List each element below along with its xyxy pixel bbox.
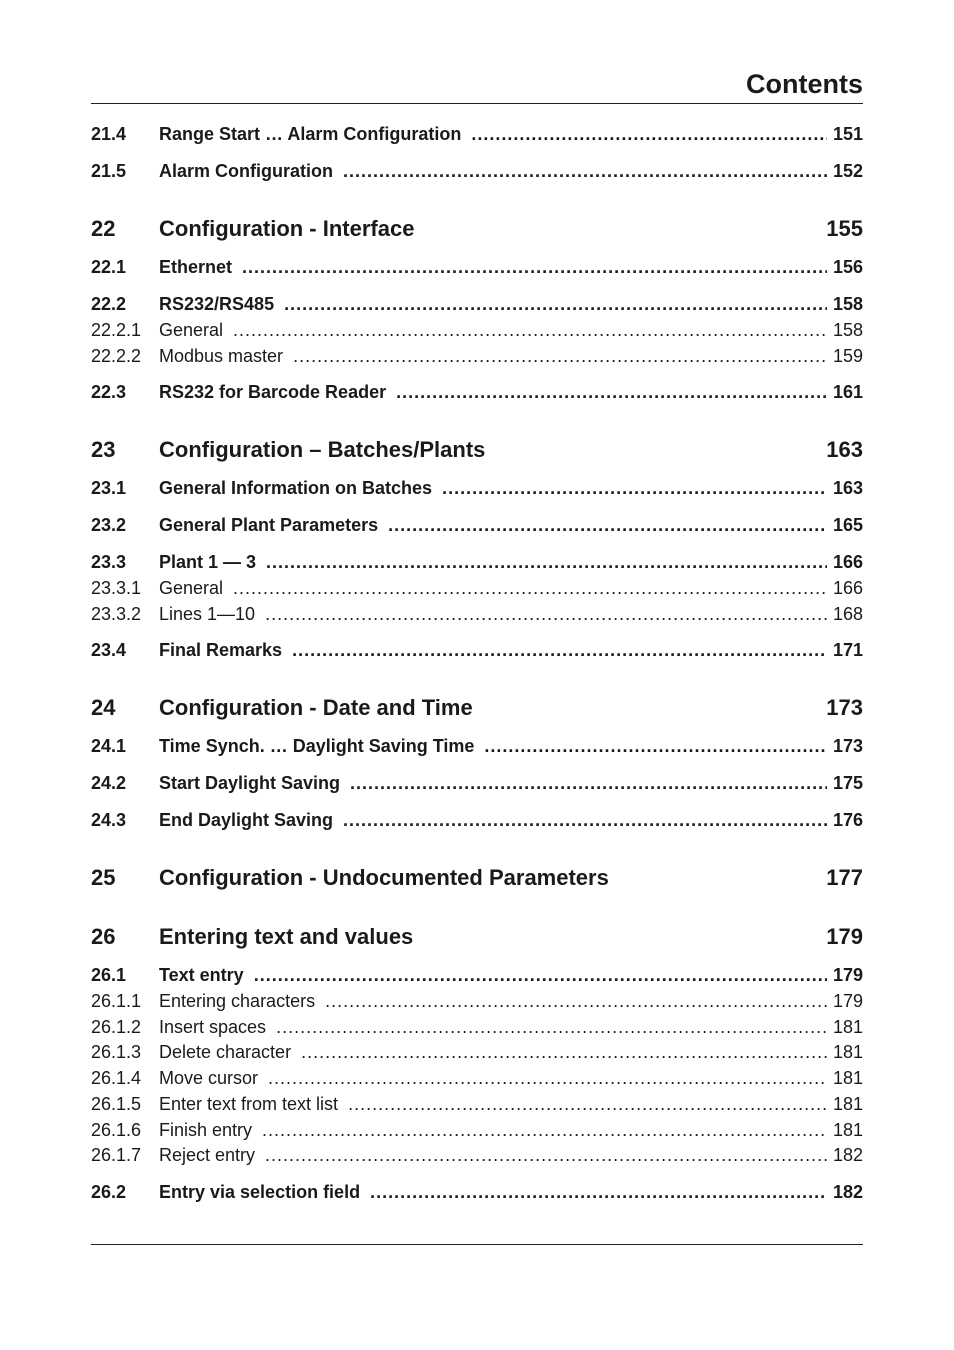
toc-entry (91, 736, 863, 757)
dot-leader (293, 346, 827, 367)
page-title: Contents (746, 69, 863, 99)
entry-title: General (159, 320, 224, 340)
entry-page-number: 163 (826, 437, 863, 462)
entry-number: 26.1.2 (91, 1017, 142, 1037)
dot-leader (276, 1017, 827, 1038)
footer-divider (91, 1244, 863, 1245)
dot-leader (254, 965, 827, 986)
entry-number: 25 (91, 865, 116, 890)
entry-title: General Information on Batches (159, 478, 433, 498)
entry-title: Modbus master (159, 346, 284, 366)
entry-page-number: 181 (832, 1120, 863, 1140)
toc-entry (91, 382, 863, 403)
entry-number: 24.1 (91, 736, 127, 756)
dot-leader (242, 257, 827, 278)
entry-number: 23.3.1 (91, 578, 142, 598)
toc-entry (91, 640, 863, 661)
entry-title: Finish entry (159, 1120, 253, 1140)
dot-leader (284, 294, 827, 315)
entry-number: 26.1.7 (91, 1145, 142, 1165)
entry-page-number: 171 (832, 640, 863, 660)
toc-entry (91, 1145, 863, 1166)
toc-entry (91, 1094, 863, 1115)
entry-title: Delete character (159, 1042, 292, 1062)
entry-title: Configuration – Batches/Plants (159, 437, 486, 462)
entry-page-number: 182 (832, 1145, 863, 1165)
entry-page-number: 181 (832, 1068, 863, 1088)
dot-leader (471, 124, 827, 145)
entry-number: 23 (91, 437, 116, 462)
entry-number: 22.2.2 (91, 346, 142, 366)
dot-leader (266, 552, 827, 573)
entry-title: RS232/RS485 (159, 294, 275, 314)
toc-entry (91, 1120, 863, 1141)
entry-number: 26.1 (91, 965, 127, 985)
entry-page-number: 159 (832, 346, 863, 366)
entry-page-number: 177 (826, 865, 863, 890)
entry-page-number: 163 (832, 478, 863, 498)
toc-entry (91, 1182, 863, 1203)
dot-leader (233, 578, 827, 599)
entry-number: 21.5 (91, 161, 127, 181)
entry-title: Move cursor (159, 1068, 259, 1088)
entry-title: Final Remarks (159, 640, 283, 660)
entry-title: Text entry (159, 965, 244, 985)
entry-number: 24 (91, 695, 116, 720)
toc-entry (91, 294, 863, 315)
entry-title: Configuration - Date and Time (159, 695, 473, 720)
toc-chapter (91, 924, 863, 950)
dot-leader (325, 991, 827, 1012)
entry-title: Time Synch. … Daylight Saving Time (159, 736, 475, 756)
entry-number: 23.1 (91, 478, 127, 498)
entry-number: 23.3 (91, 552, 127, 572)
entry-title: Insert spaces (159, 1017, 267, 1037)
entry-title: Alarm Configuration (159, 161, 333, 181)
toc-entry (91, 124, 863, 145)
entry-title: General (159, 578, 224, 598)
dot-leader (268, 1068, 827, 1089)
entry-number: 26.1.1 (91, 991, 142, 1011)
entry-page-number: 165 (832, 515, 863, 535)
entry-page-number: 176 (832, 810, 863, 830)
entry-title: Configuration - Undocumented Parameters (159, 865, 609, 890)
entry-number: 24.3 (91, 810, 127, 830)
entry-title: Start Daylight Saving (159, 773, 341, 793)
entry-number: 23.3.2 (91, 604, 142, 624)
entry-title: Entering text and values (159, 924, 414, 949)
dot-leader (292, 640, 827, 661)
toc-entry (91, 578, 863, 599)
toc-chapter (91, 695, 863, 721)
entry-page-number: 161 (832, 382, 863, 402)
toc-entry (91, 257, 863, 278)
entry-page-number: 156 (832, 257, 863, 277)
entry-title: Entering characters (159, 991, 316, 1011)
entry-page-number: 152 (832, 161, 863, 181)
entry-page-number: 182 (832, 1182, 863, 1202)
toc-entry (91, 478, 863, 499)
entry-page-number: 158 (832, 320, 863, 340)
entry-page-number: 168 (832, 604, 863, 624)
entry-title: Range Start … Alarm Configuration (159, 124, 462, 144)
dot-leader (265, 1145, 827, 1166)
dot-leader (370, 1182, 827, 1203)
toc-chapter (91, 865, 863, 891)
entry-number: 26.2 (91, 1182, 127, 1202)
dot-leader (396, 382, 827, 403)
dot-leader (484, 736, 827, 757)
entry-title: Enter text from text list (159, 1094, 339, 1114)
dot-leader (348, 1094, 827, 1115)
entry-number: 26 (91, 924, 116, 949)
entry-title: Configuration - Interface (159, 216, 415, 241)
entry-number: 24.2 (91, 773, 127, 793)
entry-number: 26.1.5 (91, 1094, 142, 1114)
toc-entry (91, 965, 863, 986)
entry-number: 21.4 (91, 124, 127, 144)
toc-chapter (91, 216, 863, 242)
entry-number: 26.1.6 (91, 1120, 142, 1140)
toc-entry (91, 161, 863, 182)
entry-number: 22.2.1 (91, 320, 142, 340)
entry-page-number: 166 (832, 552, 863, 572)
dot-leader (350, 773, 827, 794)
toc-entry (91, 515, 863, 536)
entry-number: 23.2 (91, 515, 127, 535)
entry-page-number: 151 (832, 124, 863, 144)
entry-page-number: 181 (832, 1042, 863, 1062)
toc-entry (91, 1042, 863, 1063)
toc-entry (91, 1068, 863, 1089)
toc-entry (91, 991, 863, 1012)
dot-leader (442, 478, 827, 499)
entry-title: General Plant Parameters (159, 515, 379, 535)
entry-page-number: 181 (832, 1094, 863, 1114)
entry-title: Ethernet (159, 257, 233, 277)
dot-leader (388, 515, 827, 536)
entry-number: 22 (91, 216, 116, 241)
entry-title: RS232 for Barcode Reader (159, 382, 387, 402)
toc-entry (91, 773, 863, 794)
entry-page-number: 179 (826, 924, 863, 949)
toc-entry (91, 604, 863, 625)
dot-leader (301, 1042, 827, 1063)
entry-page-number: 179 (832, 991, 863, 1011)
toc-entry (91, 346, 863, 367)
entry-page-number: 179 (832, 965, 863, 985)
entry-page-number: 181 (832, 1017, 863, 1037)
entry-page-number: 155 (826, 216, 863, 241)
entry-title: End Daylight Saving (159, 810, 334, 830)
entry-number: 26.1.4 (91, 1068, 142, 1088)
entry-page-number: 173 (826, 695, 863, 720)
dot-leader (262, 1120, 827, 1141)
entry-title: Reject entry (159, 1145, 256, 1165)
toc-entry (91, 552, 863, 573)
toc-chapter (91, 437, 863, 463)
entry-title: Entry via selection field (159, 1182, 361, 1202)
toc-entry (91, 810, 863, 831)
entry-number: 23.4 (91, 640, 127, 660)
entry-title: Plant 1 — 3 (159, 552, 257, 572)
dot-leader (265, 604, 827, 625)
dot-leader (343, 161, 827, 182)
entry-page-number: 158 (832, 294, 863, 314)
dot-leader (343, 810, 827, 831)
entry-page-number: 166 (832, 578, 863, 598)
toc-entry (91, 320, 863, 341)
dot-leader (233, 320, 827, 341)
entry-number: 22.1 (91, 257, 127, 277)
entry-number: 22.2 (91, 294, 127, 314)
entry-page-number: 175 (832, 773, 863, 793)
entry-page-number: 173 (832, 736, 863, 756)
toc-entry (91, 1017, 863, 1038)
entry-number: 22.3 (91, 382, 127, 402)
entry-number: 26.1.3 (91, 1042, 142, 1062)
entry-title: Lines 1—10 (159, 604, 256, 624)
